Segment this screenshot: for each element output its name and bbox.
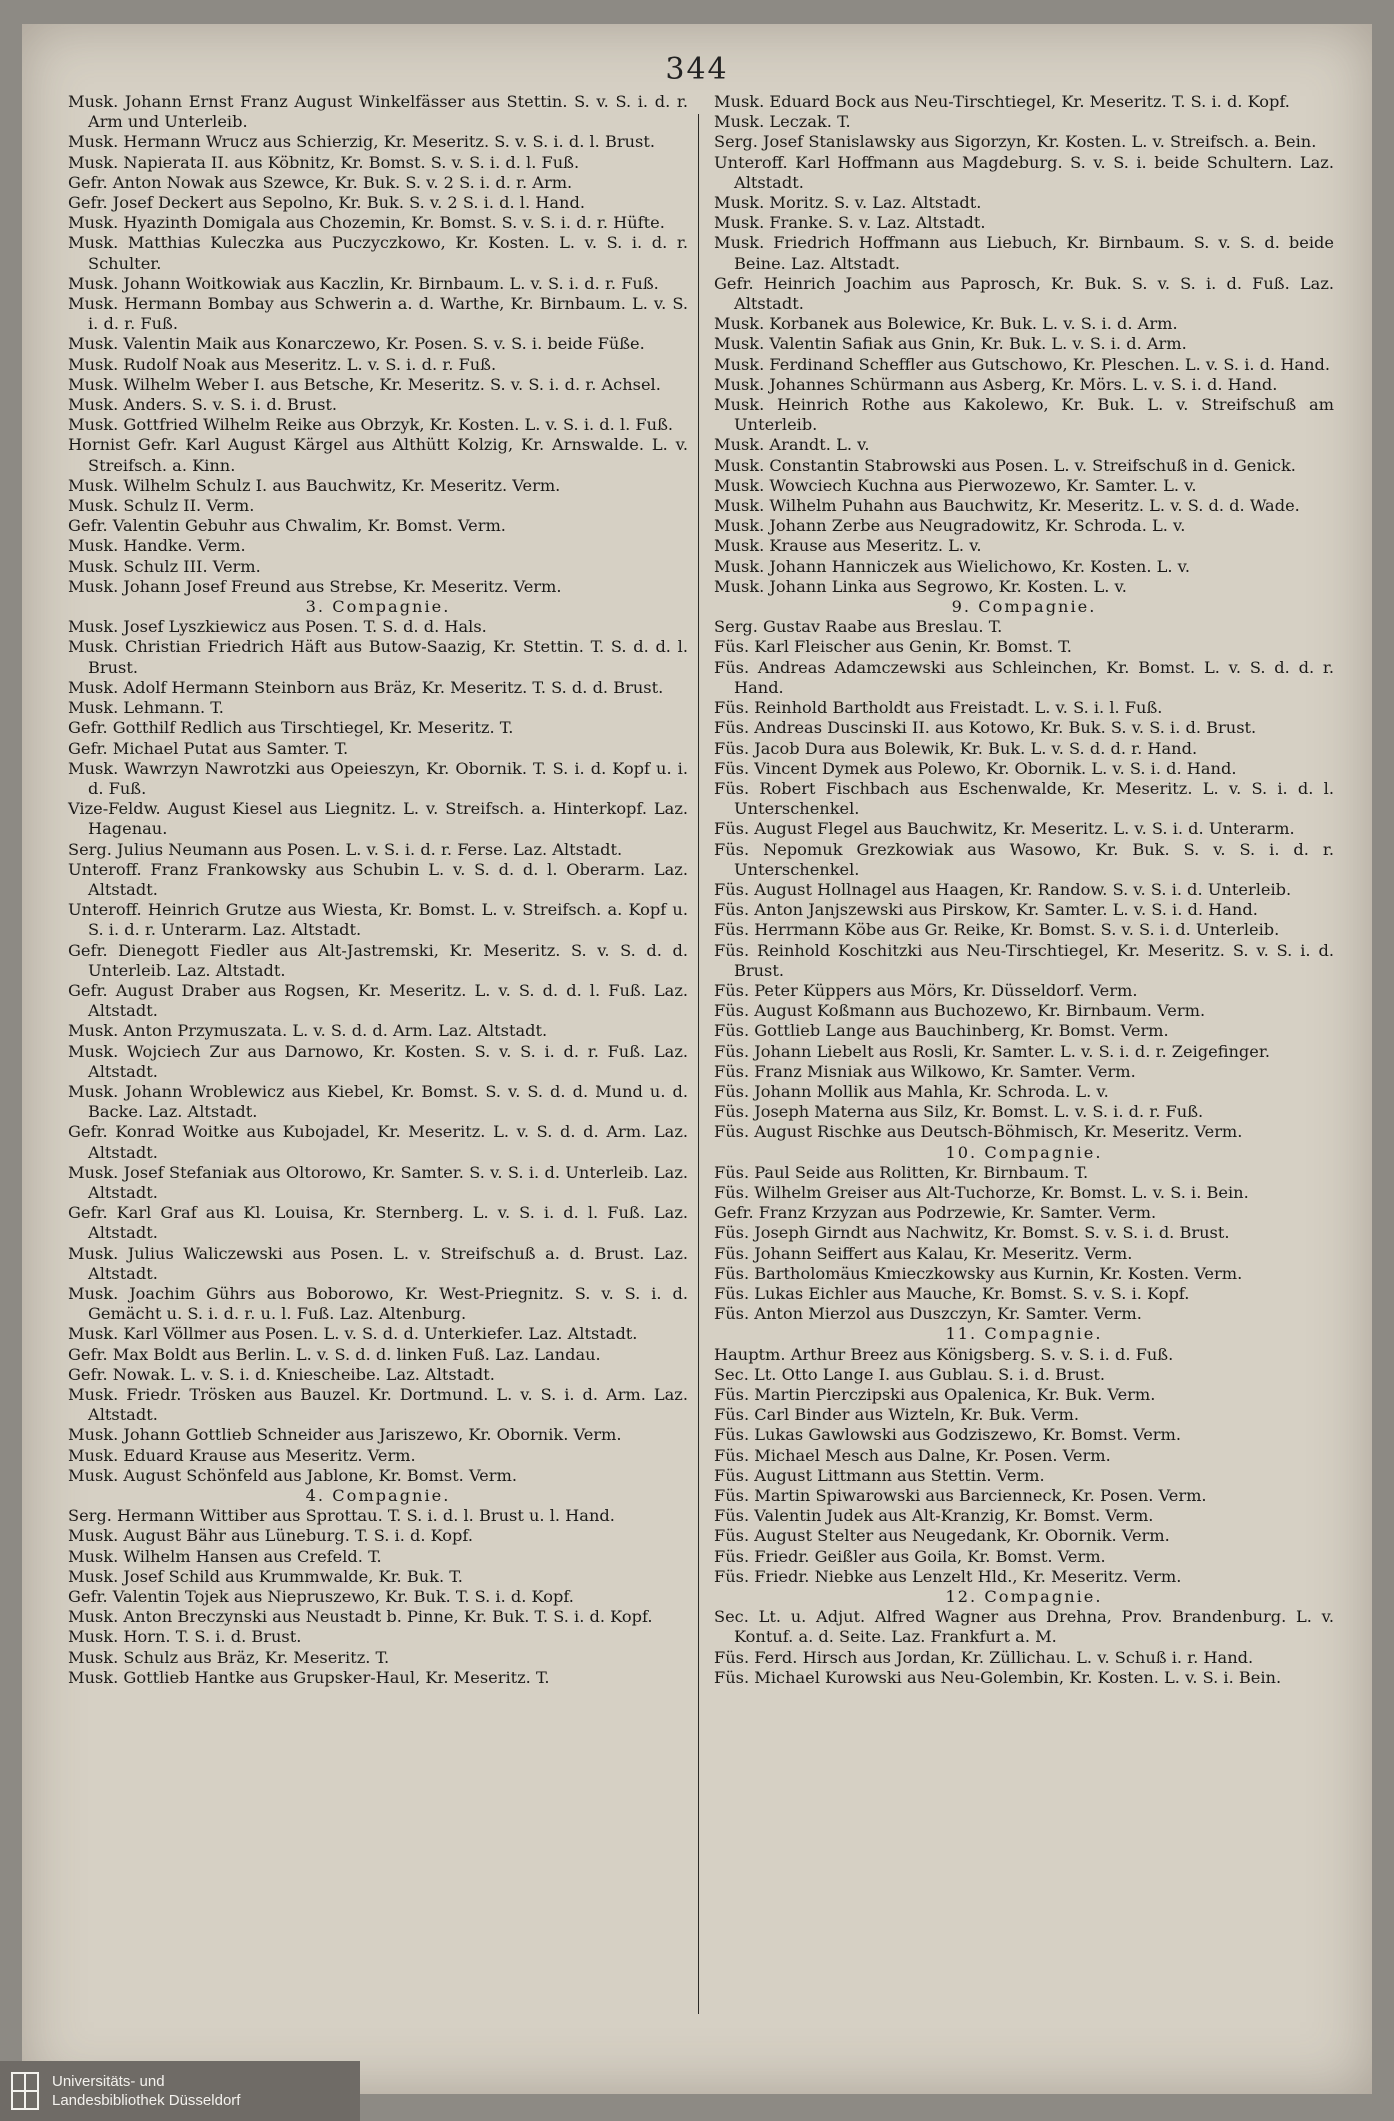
casualty-entry: Gefr. Gotthilf Redlich aus Tirschtiegel, Kr. Meseritz. T. <box>68 718 514 738</box>
casualty-entry: Musk. Christian Friedrich Häft aus Butow-Saazig, Kr. Stettin. T. S. d. d. l. Brust. <box>68 637 688 677</box>
casualty-entry: Füs. Valentin Judek aus Alt-Kranzig, Kr. Bomst. Verm. <box>714 1506 1154 1526</box>
casualty-entry: Gefr. Valentin Tojek aus Niepruszewo, Kr. Buk. T. S. i. d. Kopf. <box>68 1587 574 1607</box>
casualty-entry: Musk. Friedrich Hoffmann aus Liebuch, Kr. Birnbaum. S. v. S. d. beide Beine. Laz. Altstadt. <box>714 233 1334 273</box>
casualty-entry: Musk. Gottfried Wilhelm Reike aus Obrzyk, Kr. Kosten. L. v. S. i. d. l. Fuß. <box>68 415 674 435</box>
casualty-entry: Musk. Krause aus Meseritz. L. v. <box>714 536 982 556</box>
casualty-entry: Hauptm. Arthur Breez aus Königsberg. S. v. S. i. d. Fuß. <box>714 1344 1174 1364</box>
casualty-entry: Musk. Ferdinand Scheffler aus Gutschowo, Kr. Pleschen. L. v. S. i. d. Hand. <box>714 354 1331 374</box>
company-heading: 10. Compagnie. <box>945 1142 1103 1162</box>
casualty-entry: Füs. Ferd. Hirsch aus Jordan, Kr. Züllichau. L. v. Schuß i. r. Hand. <box>714 1647 1254 1667</box>
casualty-entry: Füs. Martin Pierczipski aus Opalenica, Kr. Buk. Verm. <box>714 1385 1156 1404</box>
casualty-entry: Füs. Lukas Gawlowski aus Godziszewo, Kr. Bomst. Verm. <box>714 1425 1182 1445</box>
casualty-entry: Musk. Wowciech Kuchna aus Pierwozewo, Kr. Samter. L. v. <box>714 475 1197 495</box>
casualty-entry: Füs. Peter Küppers aus Mörs, Kr. Düsseldorf. Verm. <box>714 980 1138 1000</box>
casualty-entry: Füs. Johann Seiffert aus Kalau, Kr. Meseritz. Verm. <box>714 1243 1133 1263</box>
casualty-entry: Musk. Johann Hanniczek aus Wielichowo, Kr. Kosten. L. v. <box>714 556 1191 576</box>
casualty-entry: Musk. Matthias Kuleczka aus Puczyczkowo, Kr. Kosten. L. v. S. i. d. r. Schulter. <box>68 233 688 273</box>
casualty-entry: Musk. Hyazinth Domigala aus Chozemin, Kr. Bomst. S. v. S. i. d. r. Hüfte. <box>68 213 665 233</box>
scanned-page <box>22 24 1372 2094</box>
casualty-entry: Musk. Eduard Bock aus Neu-Tirschtiegel, Kr. Meseritz. T. S. i. d. Kopf. <box>714 92 1290 111</box>
casualty-entry: Musk. Lehmann. T. <box>68 698 224 718</box>
company-heading: 9. Compagnie. <box>951 597 1097 617</box>
casualty-entry: Füs. August Flegel aus Bauchwitz, Kr. Meseritz. L. v. S. i. d. Unterarm. <box>714 819 1295 839</box>
casualty-entry: Musk. Schulz III. Verm. <box>68 556 261 576</box>
casualty-entry: Musk. Eduard Krause aus Meseritz. Verm. <box>68 1445 416 1465</box>
casualty-entry: Musk. Josef Stefaniak aus Oltorowo, Kr. Samter. S. v. S. i. d. Unterleib. Laz. Altstadt. <box>68 1162 688 1202</box>
casualty-entry: Musk. Karl Völlmer aus Posen. L. v. S. d. d. Unterkiefer. Laz. Altstadt. <box>68 1324 638 1344</box>
casualty-entry: Musk. Heinrich Rothe aus Kakolewo, Kr. Buk. L. v. Streifschuß am Unterleib. <box>714 395 1334 435</box>
casualty-entry: Unteroff. Heinrich Grutze aus Wiesta, Kr. Bomst. L. v. Streifsch. a. Kopf u. S. i. d. r. Unterarm. Laz. Altstadt. <box>68 900 688 940</box>
casualty-entry: Gefr. Anton Nowak aus Szewce, Kr. Buk. S. v. 2 S. i. d. r. Arm. <box>68 172 573 192</box>
casualty-entry: Füs. Anton Janjszewski aus Pirskow, Kr. Samter. L. v. S. i. d. Hand. <box>714 900 1258 920</box>
casualty-entry: Füs. Karl Fleischer aus Genin, Kr. Bomst. T. <box>714 637 1072 657</box>
company-heading: 4. Compagnie. <box>305 1486 451 1506</box>
casualty-entry: Musk. Leczak. T. <box>714 112 851 132</box>
casualty-entry: Füs. Franz Misniak aus Wilkowo, Kr. Samter. Verm. <box>714 1061 1136 1081</box>
casualty-entry: Musk. Wilhelm Puhahn aus Bauchwitz, Kr. Meseritz. L. v. S. d. d. Wade. <box>714 496 1300 516</box>
casualty-entry: Musk. Friedr. Trösken aus Bauzel. Kr. Dortmund. L. v. S. i. d. Arm. Laz. Altstadt. <box>68 1385 688 1425</box>
casualty-entry: Musk. Johann Ernst Franz August Winkelfässer aus Stettin. S. v. S. i. d. r. Arm und Unterleib. <box>68 92 688 132</box>
casualty-entry: Musk. Wojciech Zur aus Darnowo, Kr. Kosten. S. v. S. i. d. r. Fuß. Laz. Altstadt. <box>68 1041 688 1081</box>
casualty-entry: Füs. Reinhold Koschitzki aus Neu-Tirschtiegel, Kr. Meseritz. S. v. S. i. d. Brust. <box>714 940 1334 980</box>
casualty-entry: Füs. August Hollnagel aus Haagen, Kr. Randow. S. v. S. i. d. Unterleib. <box>714 879 1292 899</box>
casualty-entry: Füs. Martin Spiwarowski aus Barcienneck, Kr. Posen. Verm. <box>714 1486 1207 1506</box>
casualty-entry: Musk. Anders. S. v. S. i. d. Brust. <box>68 395 338 415</box>
casualty-entry: Gefr. Michael Putat aus Samter. T. <box>68 738 349 758</box>
casualty-entry: Musk. Horn. T. S. i. d. Brust. <box>68 1627 302 1647</box>
casualty-entry: Musk. August Schönfeld aus Jablone, Kr. Bomst. Verm. <box>68 1465 517 1485</box>
library-logo-icon <box>10 2071 40 2111</box>
casualty-entry: Füs. Paul Seide aus Rolitten, Kr. Birnbaum. T. <box>714 1162 1089 1182</box>
casualty-entry: Füs. Joseph Girndt aus Nachwitz, Kr. Bomst. S. v. S. i. d. Brust. <box>714 1223 1230 1243</box>
casualty-entry: Gefr. Valentin Gebuhr aus Chwalim, Kr. Bomst. Verm. <box>68 516 506 536</box>
casualty-entry: Gefr. Dienegott Fiedler aus Alt-Jastremski, Kr. Meseritz. S. v. S. d. d. Unterleib. Laz. Altstadt. <box>68 940 688 980</box>
casualty-entry: Füs. Herrmann Köbe aus Gr. Reike, Kr. Bomst. S. v. S. i. d. Unterleib. <box>714 920 1280 940</box>
casualty-entry: Serg. Julius Neumann aus Posen. L. v. S. i. d. r. Ferse. Laz. Altstadt. <box>68 839 623 859</box>
casualty-entry: Musk. Anton Breczynski aus Neustadt b. Pinne, Kr. Buk. T. S. i. d. Kopf. <box>68 1607 653 1627</box>
casualty-entry: Musk. Rudolf Noak aus Meseritz. L. v. S. i. d. r. Fuß. <box>68 354 497 374</box>
casualty-entry: Musk. Josef Schild aus Krummwalde, Kr. Buk. T. <box>68 1566 463 1586</box>
casualty-entry: Füs. Nepomuk Grezkowiak aus Wasowo, Kr. Buk. S. v. S. i. d. r. Unterschenkel. <box>714 839 1334 879</box>
casualty-entry: Musk. Wilhelm Weber I. aus Betsche, Kr. Meseritz. S. v. S. i. d. r. Achsel. <box>68 374 661 394</box>
page-number: 344 <box>665 52 729 87</box>
casualty-entry: Gefr. Josef Deckert aus Sepolno, Kr. Buk. S. v. 2 S. i. d. l. Hand. <box>68 193 585 213</box>
casualty-entry: Musk. Julius Waliczewski aus Posen. L. v. Streifschuß a. d. Brust. Laz. Altstadt. <box>68 1243 688 1283</box>
casualty-entry: Füs. August Littmann aus Stettin. Verm. <box>714 1465 1045 1485</box>
casualty-entry: Füs. Lukas Eichler aus Mauche, Kr. Bomst. S. v. S. i. Kopf. <box>714 1283 1190 1303</box>
casualty-entry: Füs. Michael Mesch aus Dalne, Kr. Posen. Verm. <box>714 1445 1111 1465</box>
casualty-entry: Füs. Friedr. Niebke aus Lenzelt Hld., Kr. Meseritz. Verm. <box>714 1566 1182 1586</box>
casualty-entry: Musk. August Bähr aus Lüneburg. T. S. i. d. Kopf. <box>68 1526 473 1546</box>
casualty-entry: Musk. Wawrzyn Nawrotzki aus Opeieszyn, Kr. Obornik. T. S. i. d. Kopf u. i. d. Fuß. <box>68 758 688 798</box>
casualty-entry: Gefr. Karl Graf aus Kl. Louisa, Kr. Sternberg. L. v. S. i. d. l. Fuß. Laz. Altstadt. <box>68 1203 688 1243</box>
casualty-entry: Füs. Jacob Dura aus Bolewik, Kr. Buk. L. v. S. d. d. r. Hand. <box>714 738 1198 758</box>
casualty-entry: Musk. Napierata II. aus Köbnitz, Kr. Bomst. S. v. S. i. d. l. Fuß. <box>68 152 580 172</box>
casualty-entry: Vize-Feldw. August Kiesel aus Liegnitz. L. v. Streifsch. a. Hinterkopf. Laz. Hagenau. <box>68 799 688 839</box>
column-divider <box>698 114 699 2014</box>
casualty-entry: Füs. August Koßmann aus Buchozewo, Kr. Birnbaum. Verm. <box>714 1001 1206 1021</box>
casualty-entry: Serg. Josef Stanislawsky aus Sigorzyn, Kr. Kosten. L. v. Streifsch. a. Bein. <box>714 132 1317 152</box>
casualty-entry: Füs. Andreas Adamczewski aus Schleinchen, Kr. Bomst. L. v. S. d. d. r. Hand. <box>714 657 1334 697</box>
casualty-entry: Füs. Bartholomäus Kmieczkowsky aus Kurnin, Kr. Kosten. Verm. <box>714 1263 1243 1283</box>
casualty-entry: Füs. Carl Binder aus Wizteln, Kr. Buk. Verm. <box>714 1405 1080 1425</box>
casualty-entry: Musk. Hermann Wrucz aus Schierzig, Kr. Meseritz. S. v. S. i. d. l. Brust. <box>68 132 655 152</box>
casualty-entry: Gefr. Heinrich Joachim aus Paprosch, Kr. Buk. S. v. S. i. d. Fuß. Laz. Altstadt. <box>714 273 1334 314</box>
left-column <box>68 92 688 1688</box>
casualty-entry: Musk. Franke. S. v. Laz. Altstadt. <box>714 213 986 233</box>
casualty-entry: Füs. Johann Liebelt aus Rosli, Kr. Samter. L. v. S. i. d. r. Zeigefinger. <box>714 1041 1270 1061</box>
casualty-entry: Musk. Wilhelm Hansen aus Crefeld. T. <box>68 1546 382 1566</box>
casualty-entry: Musk. Johann Wroblewicz aus Kiebel, Kr. Bomst. S. v. S. d. d. Mund u. d. Backe. Laz. Altstadt. <box>68 1081 688 1122</box>
library-name-line1: Universitäts- und <box>52 2073 165 2090</box>
casualty-entry: Musk. Johann Woitkowiak aus Kaczlin, Kr. Birnbaum. L. v. S. i. d. r. Fuß. <box>68 273 659 293</box>
casualty-entry: Füs. Robert Fischbach aus Eschenwalde, Kr. Meseritz. L. v. S. i. d. l. Unterschenkel. <box>714 778 1334 819</box>
library-name-line2: Landesbibliothek Düsseldorf <box>52 2092 241 2109</box>
casualty-entry: Musk. Joachim Gührs aus Boborowo, Kr. West-Priegnitz. S. v. S. i. d. Gemächt u. S. i. d. r. u. l. Fuß. Laz. Altenburg. <box>68 1283 688 1324</box>
casualty-entry: Musk. Johannes Schürmann aus Asberg, Kr. Mörs. L. v. S. i. d. Hand. <box>714 374 1278 394</box>
casualty-entry: Füs. August Stelter aus Neugedank, Kr. Obornik. Verm. <box>714 1526 1170 1546</box>
casualty-entry: Serg. Gustav Raabe aus Breslau. T. <box>714 617 1003 637</box>
right-column <box>714 92 1334 1688</box>
casualty-entry: Füs. Vincent Dymek aus Polewo, Kr. Obornik. L. v. S. i. d. Hand. <box>714 758 1237 778</box>
casualty-entry: Füs. Gottlieb Lange aus Bauchinberg, Kr. Bomst. Verm. <box>714 1021 1169 1041</box>
casualty-entry: Füs. Michael Kurowski aus Neu-Golembin, Kr. Kosten. L. v. S. i. Bein. <box>714 1667 1282 1687</box>
company-heading: 12. Compagnie. <box>945 1587 1103 1607</box>
casualty-entry: Musk. Johann Gottlieb Schneider aus Jariszewo, Kr. Obornik. Verm. <box>68 1425 622 1445</box>
casualty-entry: Füs. Anton Mierzol aus Duszczyn, Kr. Samter. Verm. <box>714 1304 1142 1324</box>
casualty-entry: Musk. Johann Josef Freund aus Strebse, Kr. Meseritz. Verm. <box>68 576 562 596</box>
casualty-entry: Gefr. August Draber aus Rogsen, Kr. Meseritz. L. v. S. d. d. l. Fuß. Laz. Altstadt. <box>68 980 688 1021</box>
casualty-entry: Musk. Korbanek aus Bolewice, Kr. Buk. L. v. S. i. d. Arm. <box>714 314 1178 334</box>
casualty-entry: Musk. Johann Zerbe aus Neugradowitz, Kr. Schroda. L. v. <box>714 516 1186 536</box>
casualty-entry: Serg. Hermann Wittiber aus Sprottau. T. S. i. d. l. Brust u. l. Hand. <box>68 1506 615 1526</box>
casualty-entry: Musk. Hermann Bombay aus Schwerin a. d. Warthe, Kr. Birnbaum. L. v. S. i. d. r. Fuß. <box>68 294 688 334</box>
casualty-entry: Musk. Schulz aus Bräz, Kr. Meseritz. T. <box>68 1647 390 1667</box>
casualty-entry: Musk. Moritz. S. v. Laz. Altstadt. <box>714 193 982 213</box>
casualty-entry: Füs. Johann Mollik aus Mahla, Kr. Schroda. L. v. <box>714 1081 1109 1101</box>
casualty-entry: Füs. Friedr. Geißler aus Goila, Kr. Bomst. Verm. <box>714 1546 1106 1566</box>
casualty-entry: Gefr. Nowak. L. v. S. i. d. Kniescheibe. Laz. Altstadt. <box>68 1364 495 1384</box>
casualty-entry: Gefr. Max Boldt aus Berlin. L. v. S. d. d. linken Fuß. Laz. Landau. <box>68 1344 601 1364</box>
casualty-entry: Hornist Gefr. Karl August Kärgel aus Althütt Kolzig, Kr. Arnswalde. L. v. Streifsch. a. Kinn. <box>68 435 688 475</box>
casualty-entry: Sec. Lt. Otto Lange I. aus Gublau. S. i. d. Brust. <box>714 1364 1106 1384</box>
casualty-entry: Füs. Wilhelm Greiser aus Alt-Tuchorze, Kr. Bomst. L. v. S. i. Bein. <box>714 1182 1249 1202</box>
library-watermark <box>0 2061 360 2121</box>
casualty-entry: Füs. Joseph Materna aus Silz, Kr. Bomst. L. v. S. i. d. r. Fuß. <box>714 1102 1204 1122</box>
casualty-entry: Musk. Constantin Stabrowski aus Posen. L. v. Streifschuß in d. Genick. <box>714 455 1296 475</box>
casualty-entry: Sec. Lt. u. Adjut. Alfred Wagner aus Drehna, Prov. Brandenburg. L. v. Kontuf. a. d. Seite. Laz. Frankfurt a. M. <box>714 1607 1334 1647</box>
casualty-entry: Musk. Johann Linka aus Segrowo, Kr. Kosten. L. v. <box>714 576 1127 596</box>
casualty-entry: Füs. Andreas Duscinski II. aus Kotowo, Kr. Buk. S. v. S. i. d. Brust. <box>714 718 1257 738</box>
casualty-entry: Musk. Adolf Hermann Steinborn aus Bräz, Kr. Meseritz. T. S. d. d. Brust. <box>68 677 664 697</box>
company-heading: 11. Compagnie. <box>945 1324 1103 1344</box>
casualty-entry: Gefr. Konrad Woitke aus Kubojadel, Kr. Meseritz. L. v. S. d. d. Arm. Laz. Altstadt. <box>68 1122 688 1162</box>
casualty-entry: Musk. Gottlieb Hantke aus Grupsker-Haul, Kr. Meseritz. T. <box>68 1667 550 1687</box>
casualty-entry: Musk. Schulz II. Verm. <box>68 496 255 516</box>
casualty-entry: Gefr. Franz Krzyzan aus Podrzewie, Kr. Samter. Verm. <box>714 1203 1157 1223</box>
casualty-entry: Musk. Anton Przymuszata. L. v. S. d. d. Arm. Laz. Altstadt. <box>68 1021 548 1041</box>
casualty-entry: Musk. Handke. Verm. <box>68 536 246 556</box>
company-heading: 3. Compagnie. <box>305 597 451 617</box>
casualty-entry: Unteroff. Franz Frankowsky aus Schubin L. v. S. d. d. l. Oberarm. Laz. Altstadt. <box>68 859 688 899</box>
casualty-entry: Füs. Reinhold Bartholdt aus Freistadt. L. v. S. i. l. Fuß. <box>714 698 1163 718</box>
casualty-entry: Musk. Arandt. L. v. <box>714 435 870 455</box>
casualty-entry: Füs. August Rischke aus Deutsch-Böhmisch, Kr. Meseritz. Verm. <box>714 1122 1243 1142</box>
casualty-entry: Musk. Valentin Safiak aus Gnin, Kr. Buk. L. v. S. i. d. Arm. <box>714 334 1187 354</box>
casualty-entry: Musk. Valentin Maik aus Konarczewo, Kr. Posen. S. v. S. i. beide Füße. <box>68 334 645 354</box>
casualty-entry: Musk. Josef Lyszkiewicz aus Posen. T. S. d. d. Hals. <box>68 617 487 637</box>
casualty-entry: Unteroff. Karl Hoffmann aus Magdeburg. S. v. S. i. beide Schultern. Laz. Altstadt. <box>714 152 1334 192</box>
casualty-entry: Musk. Wilhelm Schulz I. aus Bauchwitz, Kr. Meseritz. Verm. <box>68 475 561 495</box>
